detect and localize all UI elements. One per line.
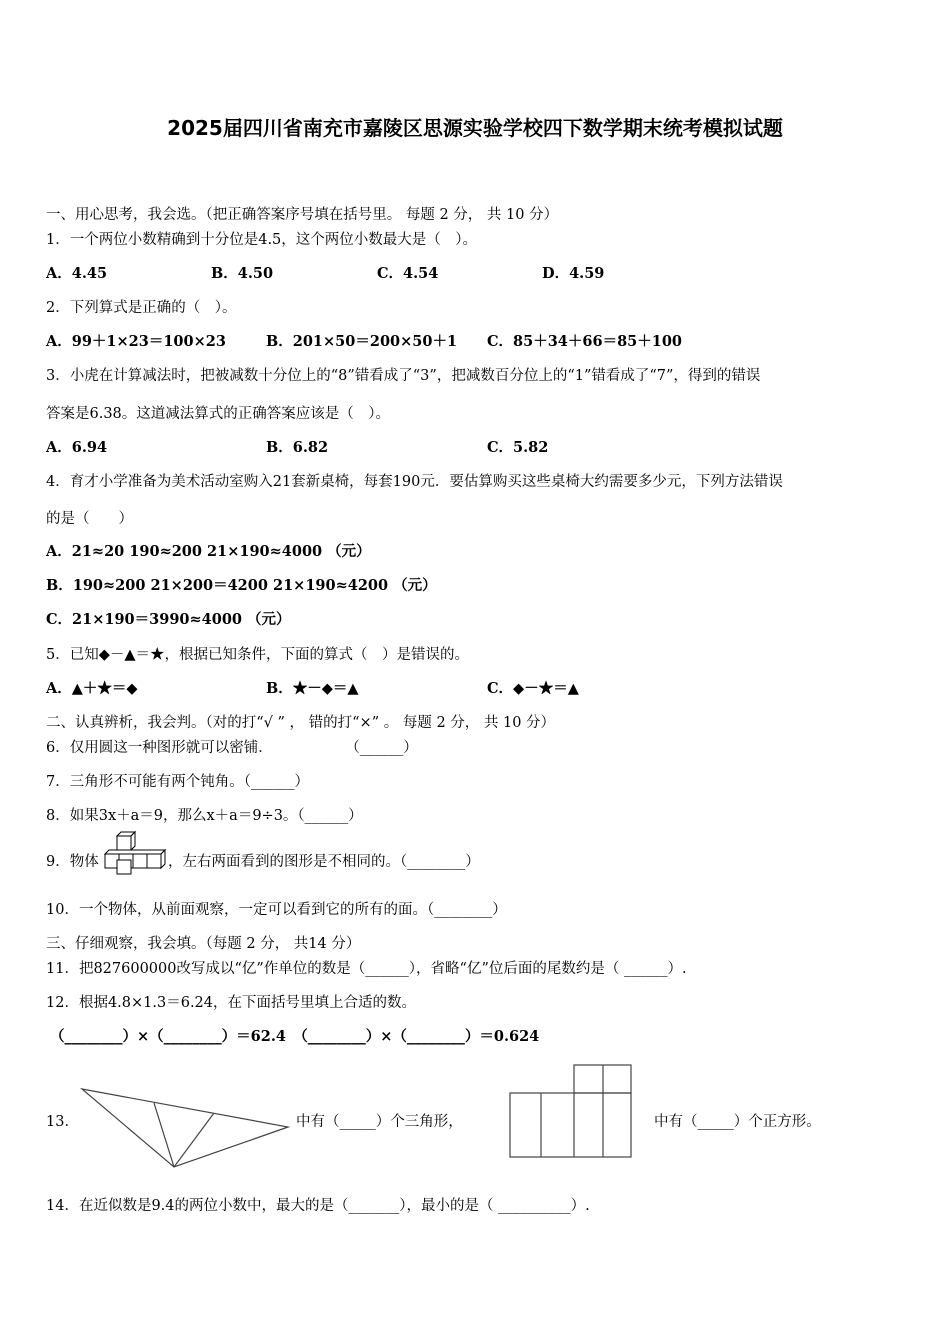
question-14: 14．在近似数是9.4的两位小数中，最大的是（_______），最小的是（ __________）. [46, 1198, 590, 1214]
question-13-number: 13． [46, 1114, 79, 1130]
question-10: 10．一个物体，从前面观察，一定可以看到它的所有的面。（________） [46, 902, 507, 918]
question-11: 11．把827600000改写成以“亿”作单位的数是（______），省略“亿”位后面的尾数约是（ ______）. [46, 961, 687, 977]
q3-option-a: A．6.94 [46, 439, 108, 456]
question-2: 2．下列算式是正确的（ ）。 [46, 300, 237, 316]
question-9-prefix: 9．物体 [46, 854, 99, 870]
page-title: 2025届四川省南充市嘉陵区思源实验学校四下数学期末统考模拟试题 [167, 116, 783, 140]
section-3-heading: 三、仔细观察，我会填。（每题 2 分， 共14 分） [46, 936, 361, 952]
question-7: 7．三角形不可能有两个钝角。（______） [46, 774, 309, 790]
q3-option-b: B．6.82 [266, 439, 329, 456]
q1-option-b: B．4.50 [211, 265, 274, 282]
question-1: 1．一个两位小数精确到十分位是4.5，这个两位小数最大是（ ）。 [46, 232, 478, 248]
question-13-square-text: 中有（_____）个正方形。 [654, 1114, 821, 1130]
q3-option-c: C．5.82 [487, 439, 549, 456]
question-4-line1: 4．育才小学准备为美术活动室购入21套新桌椅，每套190元．要估算购买这些桌椅大约需要多少元，下列方法错误 [46, 474, 783, 490]
square-grid-figure [508, 1063, 634, 1159]
q4-option-b: B．190≈200 21×200＝4200 21×190≈4200 （元） [46, 577, 437, 594]
question-12: 12．根据4.8×1.3＝6.24，在下面括号里填上合适的数。 [46, 995, 417, 1011]
question-3-line1: 3．小虎在计算减法时，把被减数十分位上的“8”错看成了“3”，把减数百分位上的“1”错看成了“7”，得到的错误 [46, 368, 761, 384]
question-12-blanks: （________）×（________）＝62.4 （________）×（________）＝0.624 [50, 1028, 540, 1045]
cube-figure-icon [103, 832, 167, 876]
q1-option-c: C．4.54 [377, 265, 439, 282]
q4-option-c: C．21×190＝3990≈4000 （元） [46, 611, 291, 628]
q1-option-d: D．4.59 [542, 265, 605, 282]
q5-option-c: C．◆－★＝▲ [487, 680, 579, 697]
question-3-line2: 答案是6.38。这道减法算式的正确答案应该是（ ）。 [46, 406, 391, 422]
q5-option-b: B．★－◆＝▲ [266, 680, 359, 697]
q5-option-a: A．▲＋★＝◆ [46, 680, 138, 697]
question-9-suffix: ，左右两面看到的图形是不相同的。（________） [168, 854, 480, 870]
question-13-triangle-text: 中有（_____）个三角形， [296, 1114, 463, 1130]
question-5: 5．已知◆－▲＝★，根据已知条件，下面的算式（ ）是错误的。 [46, 647, 470, 663]
question-8: 8．如果3x＋a＝9，那么x＋a＝9÷3。（______） [46, 808, 363, 824]
q1-option-a: A．4.45 [46, 265, 108, 282]
question-6: 6．仅用圆这一种图形就可以密铺． （______） [46, 740, 418, 756]
q2-option-b: B．201×50＝200×50＋1 [266, 333, 458, 350]
q2-option-c: C．85＋34＋66＝85＋100 [487, 333, 683, 350]
q4-option-a: A．21≈20 190≈200 21×190≈4000 （元） [46, 543, 371, 560]
section-1-heading: 一、用心思考，我会选。（把正确答案序号填在括号里。 每题 2 分， 共 10 分） [46, 207, 559, 223]
triangle-figure [78, 1085, 292, 1171]
question-4-line2: 的是（ ） [46, 511, 133, 527]
q2-option-a: A．99＋1×23＝100×23 [46, 333, 226, 350]
section-2-heading: 二、认真辨析，我会判。（对的打“√ ” ， 错的打“×” 。 每题 2 分， 共 10 分） [46, 715, 556, 731]
